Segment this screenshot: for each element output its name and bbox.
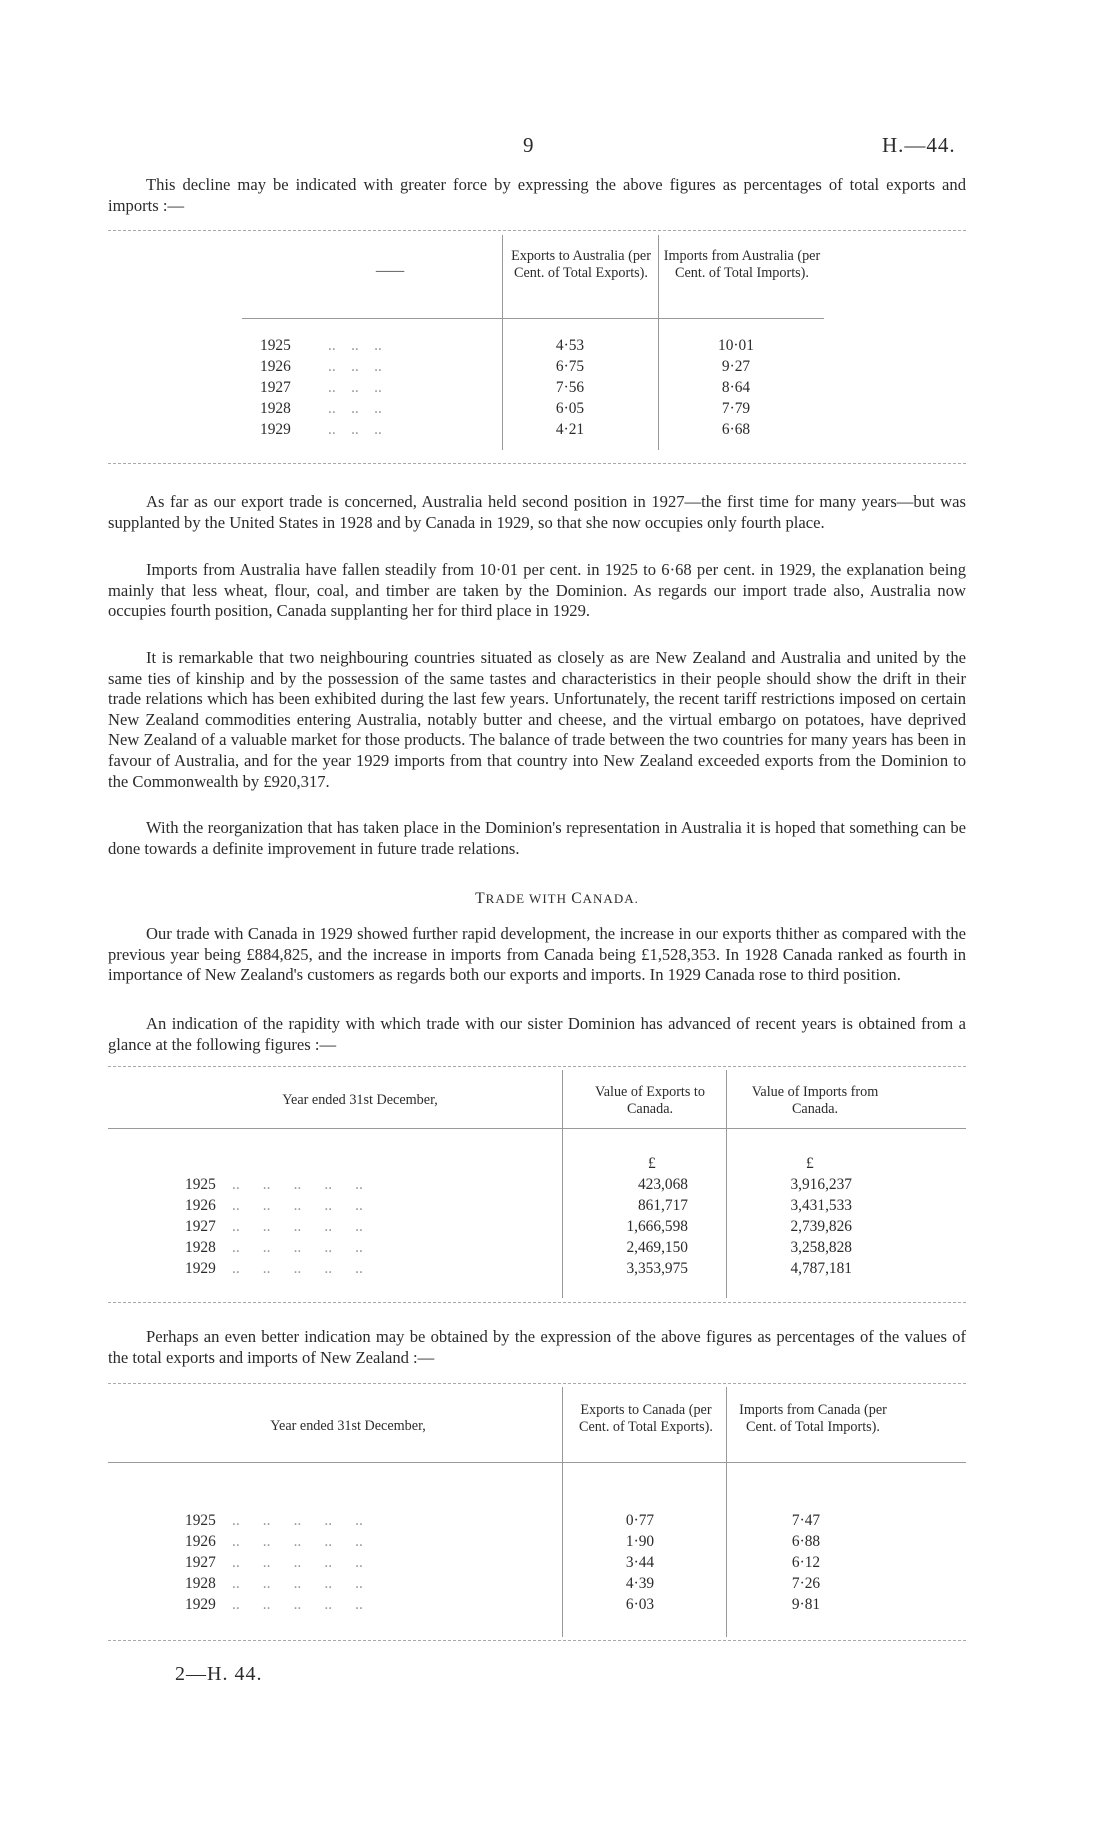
value-cell: 9·81 xyxy=(791,1596,821,1613)
table-rule xyxy=(108,1066,966,1067)
leader-dots: .. .. .. xyxy=(328,358,382,375)
paragraph-percentage-indication: Perhaps an even better indication may be obtained by the expression of the above figures as percentages of the values of the total exports and imports of New Zealand :— xyxy=(108,1327,966,1367)
stub-header: —— xyxy=(375,263,405,279)
table-row xyxy=(0,1197,1114,1218)
column-header: Exports to Canada (per Cent. of Total Exports). xyxy=(579,1402,713,1435)
value-cell: 10·01 xyxy=(718,337,754,354)
leader-dots: .. .. .. .. .. xyxy=(232,1239,363,1256)
year-cell: 1926 xyxy=(260,358,291,375)
unit-cell: £ xyxy=(648,1155,656,1172)
column-header: Exports to Australia (per Cent. of Total Exports). xyxy=(511,248,651,281)
leader-dots: .. .. .. .. .. xyxy=(232,1512,363,1529)
value-cell: 6·75 xyxy=(555,358,585,375)
stub-header: Year ended 31st December, xyxy=(270,1418,426,1434)
year-cell: 1929 xyxy=(185,1596,216,1613)
year-cell: 1929 xyxy=(260,421,291,438)
value-cell: 0·77 xyxy=(625,1512,655,1529)
page-number: 9 xyxy=(523,133,534,157)
table-row xyxy=(0,1260,1114,1281)
value-cell: 6·12 xyxy=(791,1554,821,1571)
year-cell: 1927 xyxy=(260,379,291,396)
leader-dots: .. .. .. xyxy=(328,400,382,417)
value-cell: 1,666,598 xyxy=(626,1218,688,1235)
section-heading-trade-with-canada: TRADE WITH CANADA. xyxy=(475,890,639,907)
value-cell: 6·68 xyxy=(721,421,751,438)
value-cell: 3·44 xyxy=(625,1554,655,1571)
table-row xyxy=(0,358,1114,379)
intro-paragraph: This decline may be indicated with greater force by expressing the above figures as percentages of total exports and imports :— xyxy=(108,175,966,215)
leader-dots: .. .. .. .. .. xyxy=(232,1533,363,1550)
column-header: Imports from Australia (per Cent. of Total Imports). xyxy=(663,248,821,281)
year-cell: 1928 xyxy=(185,1239,216,1256)
value-cell: 6·03 xyxy=(625,1596,655,1613)
table-rule xyxy=(108,1640,966,1641)
value-cell: 3,258,828 xyxy=(790,1239,852,1256)
leader-dots: .. .. .. xyxy=(328,379,382,396)
table-row xyxy=(0,1575,1114,1596)
table-row xyxy=(0,379,1114,400)
year-cell: 1925 xyxy=(185,1176,216,1193)
year-cell: 1926 xyxy=(185,1197,216,1214)
unit-row xyxy=(0,1155,1114,1176)
table-row xyxy=(0,400,1114,421)
year-cell: 1926 xyxy=(185,1533,216,1550)
value-cell: 2,469,150 xyxy=(626,1239,688,1256)
table-rule xyxy=(108,463,966,464)
table-row xyxy=(0,1176,1114,1197)
value-cell: 4·53 xyxy=(555,337,585,354)
table-row xyxy=(0,1554,1114,1575)
table-row xyxy=(0,1239,1114,1260)
leader-dots: .. .. .. .. .. xyxy=(232,1575,363,1592)
column-header: Value of Imports from Canada. xyxy=(751,1084,879,1117)
value-cell: 4·21 xyxy=(555,421,585,438)
value-cell: 4·39 xyxy=(625,1575,655,1592)
leader-dots: .. .. .. .. .. xyxy=(232,1197,363,1214)
year-cell: 1929 xyxy=(185,1260,216,1277)
leader-dots: .. .. .. .. .. xyxy=(232,1554,363,1571)
value-cell: 6·88 xyxy=(791,1533,821,1550)
value-cell: 8·64 xyxy=(721,379,751,396)
value-cell: 423,068 xyxy=(637,1176,688,1193)
paragraph-imports-australia: Imports from Australia have fallen steadily from 10·01 per cent. in 1925 to 6·68 per cent. in 1929, the explanation being mainly that less wheat, flour, coal, and timber are taken by the Dominion. As regards our import trade also, Australia now occupies fourth position, Canada supplanting her for third place in 1929. xyxy=(108,560,966,621)
value-cell: 861,717 xyxy=(637,1197,688,1214)
table-rule xyxy=(108,230,966,231)
table-rule xyxy=(108,1302,966,1303)
leader-dots: .. .. .. .. .. xyxy=(232,1596,363,1613)
value-cell: 7·47 xyxy=(791,1512,821,1529)
paragraph-export-position: As far as our export trade is concerned, Australia held second position in 1927—the first time for many years—but was supplanted by the United States in 1928 and by Canada in 1929, so that she now occupies only fourth place. xyxy=(108,492,966,532)
paragraph-trade-drift: It is remarkable that two neighbouring countries situated as closely as are New Zealand and Australia and united by the same ties of kinship and by the possession of the same tastes and characteristics in their people should show the drift in their trade relations which has been exhibited during the last few years. Unfortunately, the recent tariff restrictions imposed on certain New Zealand commodities entering Australia, notably butter and cheese, and the virtual embargo on potatoes, have deprived New Zealand of a valuable market for those products. The balance of trade between the two countries for many years has been in favour of Australia, and for the year 1929 imports from that country into New Zealand exceeded exports from the Dominion to the Commonwealth by £920,317. xyxy=(108,648,966,791)
value-cell: 7·79 xyxy=(721,400,751,417)
year-cell: 1928 xyxy=(260,400,291,417)
column-header: Value of Exports to Canada. xyxy=(595,1084,705,1117)
value-cell: 9·27 xyxy=(721,358,751,375)
table-row xyxy=(0,1218,1114,1239)
year-cell: 1927 xyxy=(185,1218,216,1235)
table-row xyxy=(0,337,1114,358)
table-row xyxy=(0,1596,1114,1617)
page-reference: H.—44. xyxy=(882,133,956,157)
paragraph-canada-rapidity: An indication of the rapidity with which trade with our sister Dominion has advanced of recent years is obtained from a glance at the following figures :— xyxy=(108,1014,966,1054)
value-cell: 2,739,826 xyxy=(790,1218,852,1235)
value-cell: 3,916,237 xyxy=(790,1176,852,1193)
value-cell: 3,353,975 xyxy=(626,1260,688,1277)
paragraph-canada-trade: Our trade with Canada in 1929 showed further rapid development, the increase in our exports thither as compared with the previous year being £884,825, and the increase in imports from Canada being £1,528,353. In 1928 Canada ranked as fourth in importance of New Zealand's customers as regards both our exports and imports. In 1929 Canada rose to third position. xyxy=(108,924,966,985)
year-cell: 1925 xyxy=(185,1512,216,1529)
leader-dots: .. .. .. xyxy=(328,337,382,354)
header-rule xyxy=(108,1128,966,1129)
header-rule xyxy=(108,1462,966,1463)
leader-dots: .. .. .. xyxy=(328,421,382,438)
paragraph-reorganization: With the reorganization that has taken place in the Dominion's representation in Australia it is hoped that something can be done towards a definite improvement in future trade relations. xyxy=(108,818,966,858)
value-cell: 7·56 xyxy=(555,379,585,396)
column-header: Imports from Canada (per Cent. of Total Imports). xyxy=(739,1402,887,1435)
year-cell: 1927 xyxy=(185,1554,216,1571)
leader-dots: .. .. .. .. .. xyxy=(232,1176,363,1193)
value-cell: 4,787,181 xyxy=(790,1260,852,1277)
table-row xyxy=(0,1533,1114,1554)
header-rule xyxy=(242,318,824,319)
unit-cell: £ xyxy=(806,1155,814,1172)
table-rule xyxy=(108,1383,966,1384)
value-cell: 1·90 xyxy=(625,1533,655,1550)
table-row xyxy=(0,421,1114,442)
year-cell: 1925 xyxy=(260,337,291,354)
leader-dots: .. .. .. .. .. xyxy=(232,1260,363,1277)
footer-mark: 2—H. 44. xyxy=(175,1663,263,1685)
year-cell: 1928 xyxy=(185,1575,216,1592)
table-row xyxy=(0,1512,1114,1533)
value-cell: 6·05 xyxy=(555,400,585,417)
value-cell: 3,431,533 xyxy=(790,1197,852,1214)
stub-header: Year ended 31st December, xyxy=(282,1092,438,1108)
leader-dots: .. .. .. .. .. xyxy=(232,1218,363,1235)
value-cell: 7·26 xyxy=(791,1575,821,1592)
